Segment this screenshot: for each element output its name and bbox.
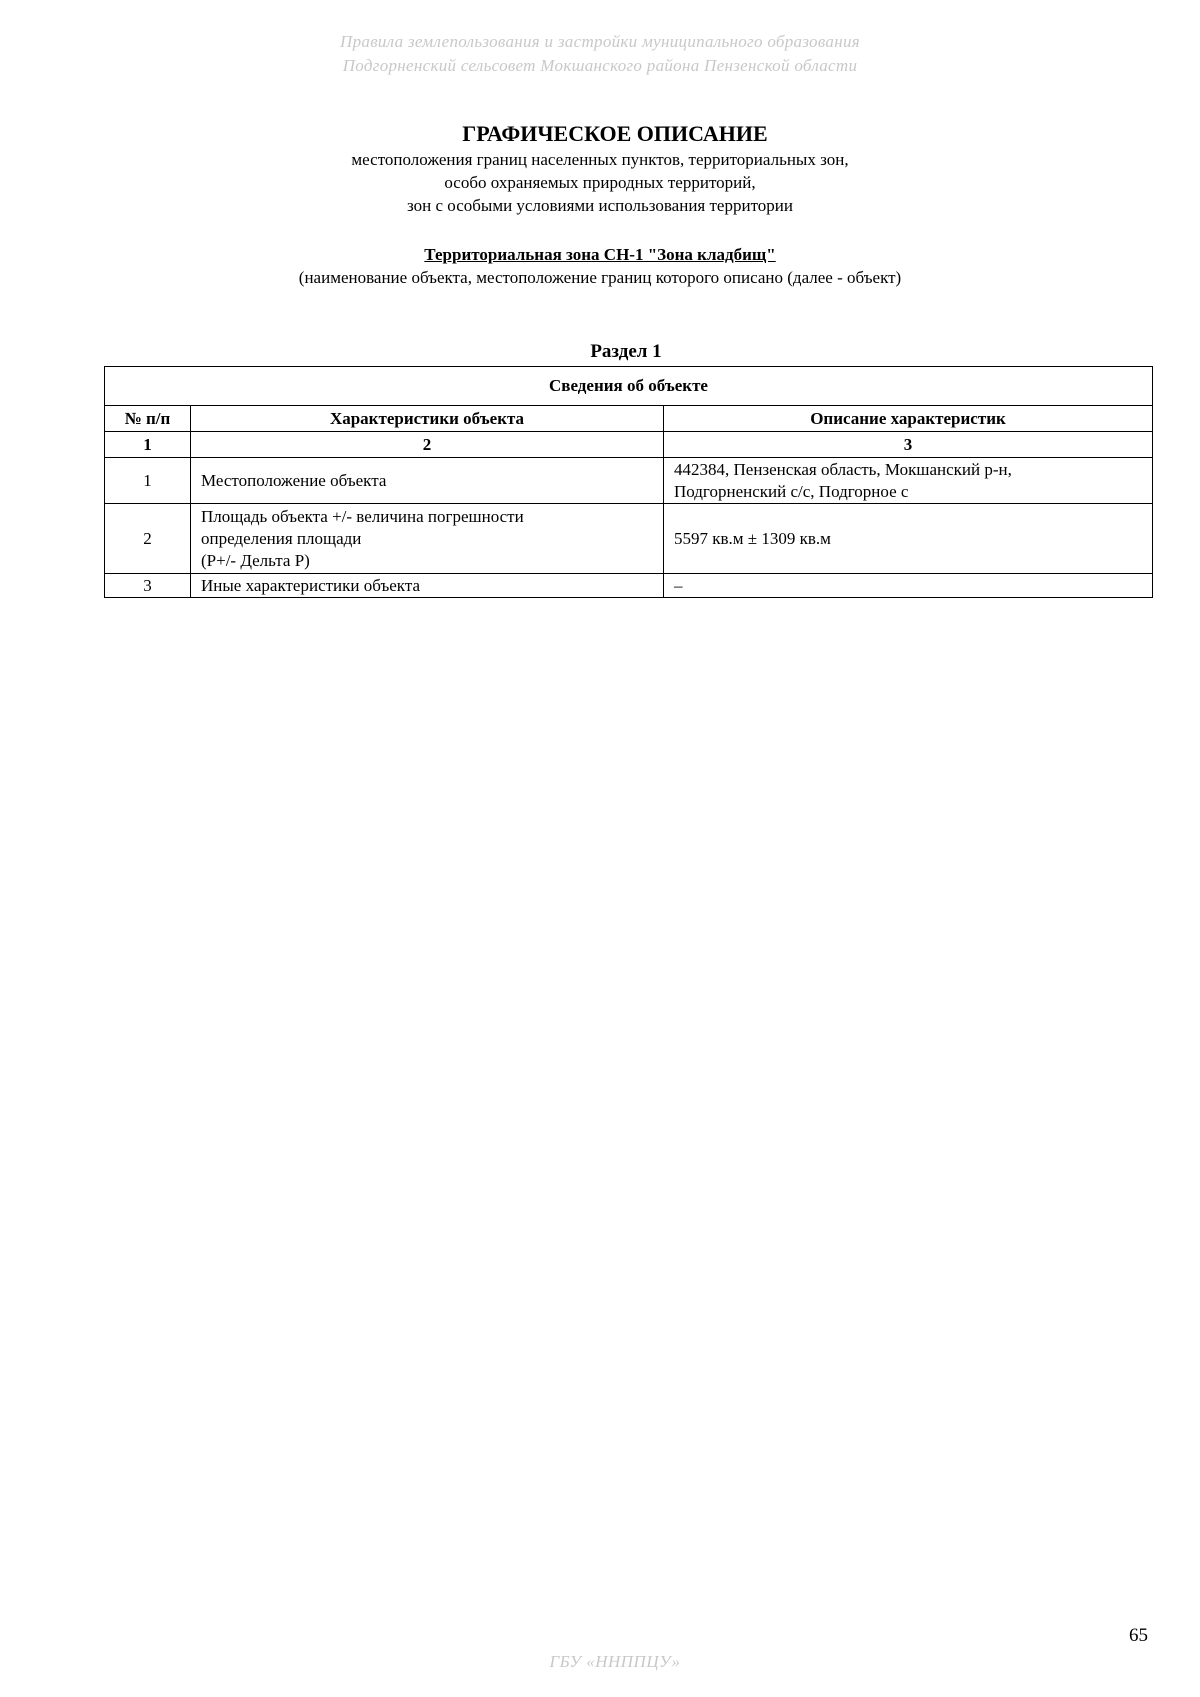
- row-characteristic: [191, 458, 664, 504]
- header-line-1: Правила землепользования и застройки муниципального образования: [340, 32, 860, 51]
- subtitle-line-1: местоположения границ населенных пунктов, территориальных зон,: [351, 150, 849, 169]
- running-header: [0, 30, 1200, 78]
- row-num: 3: [105, 574, 191, 598]
- characteristic-line: Иные характеристики объекта: [201, 575, 421, 595]
- row-num: 1: [105, 458, 191, 504]
- characteristic-line: Местоположение объекта: [201, 470, 387, 490]
- subtitle-line-2: особо охраняемых природных территорий,: [444, 173, 756, 192]
- table-row: [105, 574, 1153, 598]
- table-caption: Сведения об объекте: [105, 367, 1153, 406]
- characteristic-line: Площадь объекта +/- величина погрешности: [201, 506, 524, 526]
- description-line: –: [674, 575, 683, 595]
- header-description: Описание характеристик: [664, 406, 1153, 432]
- table-caption-row: [105, 367, 1153, 406]
- col-number-1: 1: [105, 432, 191, 458]
- subtitle-line-3: зон с особыми условиями использования территории: [407, 196, 793, 215]
- section-title: Раздел 1: [590, 341, 662, 362]
- object-name: Территориальная зона СН-1 "Зона кладбищ": [424, 245, 776, 264]
- title-block: [0, 120, 1200, 217]
- characteristic-line: определения площади: [201, 528, 362, 548]
- row-description: [664, 458, 1153, 504]
- description-line: 5597 кв.м ± 1309 кв.м: [674, 528, 831, 548]
- characteristic-line: (Р+/- Дельта Р): [201, 550, 310, 570]
- object-caption: (наименование объекта, местоположение границ которого описано (далее - объект): [298, 268, 902, 287]
- table-header-row: [105, 406, 1153, 432]
- col-number-3: 3: [664, 432, 1153, 458]
- description-line: 442384, Пензенская область, Мокшанский р-н,: [674, 459, 1012, 479]
- column-numbers-row: [105, 432, 1153, 458]
- running-footer: ГБУ «ННППЦУ»: [549, 1652, 681, 1671]
- header-line-2: Подгорненский сельсовет Мокшанского района Пензенской области: [342, 56, 858, 75]
- row-description: [664, 504, 1153, 574]
- row-characteristic: [191, 504, 664, 574]
- header-num: № п/п: [105, 406, 191, 432]
- description-line: Подгорненский с/с, Подгорное с: [674, 481, 909, 501]
- header-characteristic: Характеристики объекта: [191, 406, 664, 432]
- row-num: 2: [105, 504, 191, 574]
- document-title: ГРАФИЧЕСКОЕ ОПИСАНИЕ: [462, 121, 768, 146]
- col-number-2: 2: [191, 432, 664, 458]
- table-row: [105, 458, 1153, 504]
- row-characteristic: [191, 574, 664, 598]
- table-row: [105, 504, 1153, 574]
- row-description: [664, 574, 1153, 598]
- object-info-table: [104, 366, 1153, 598]
- page-number: 65: [1129, 1625, 1148, 1646]
